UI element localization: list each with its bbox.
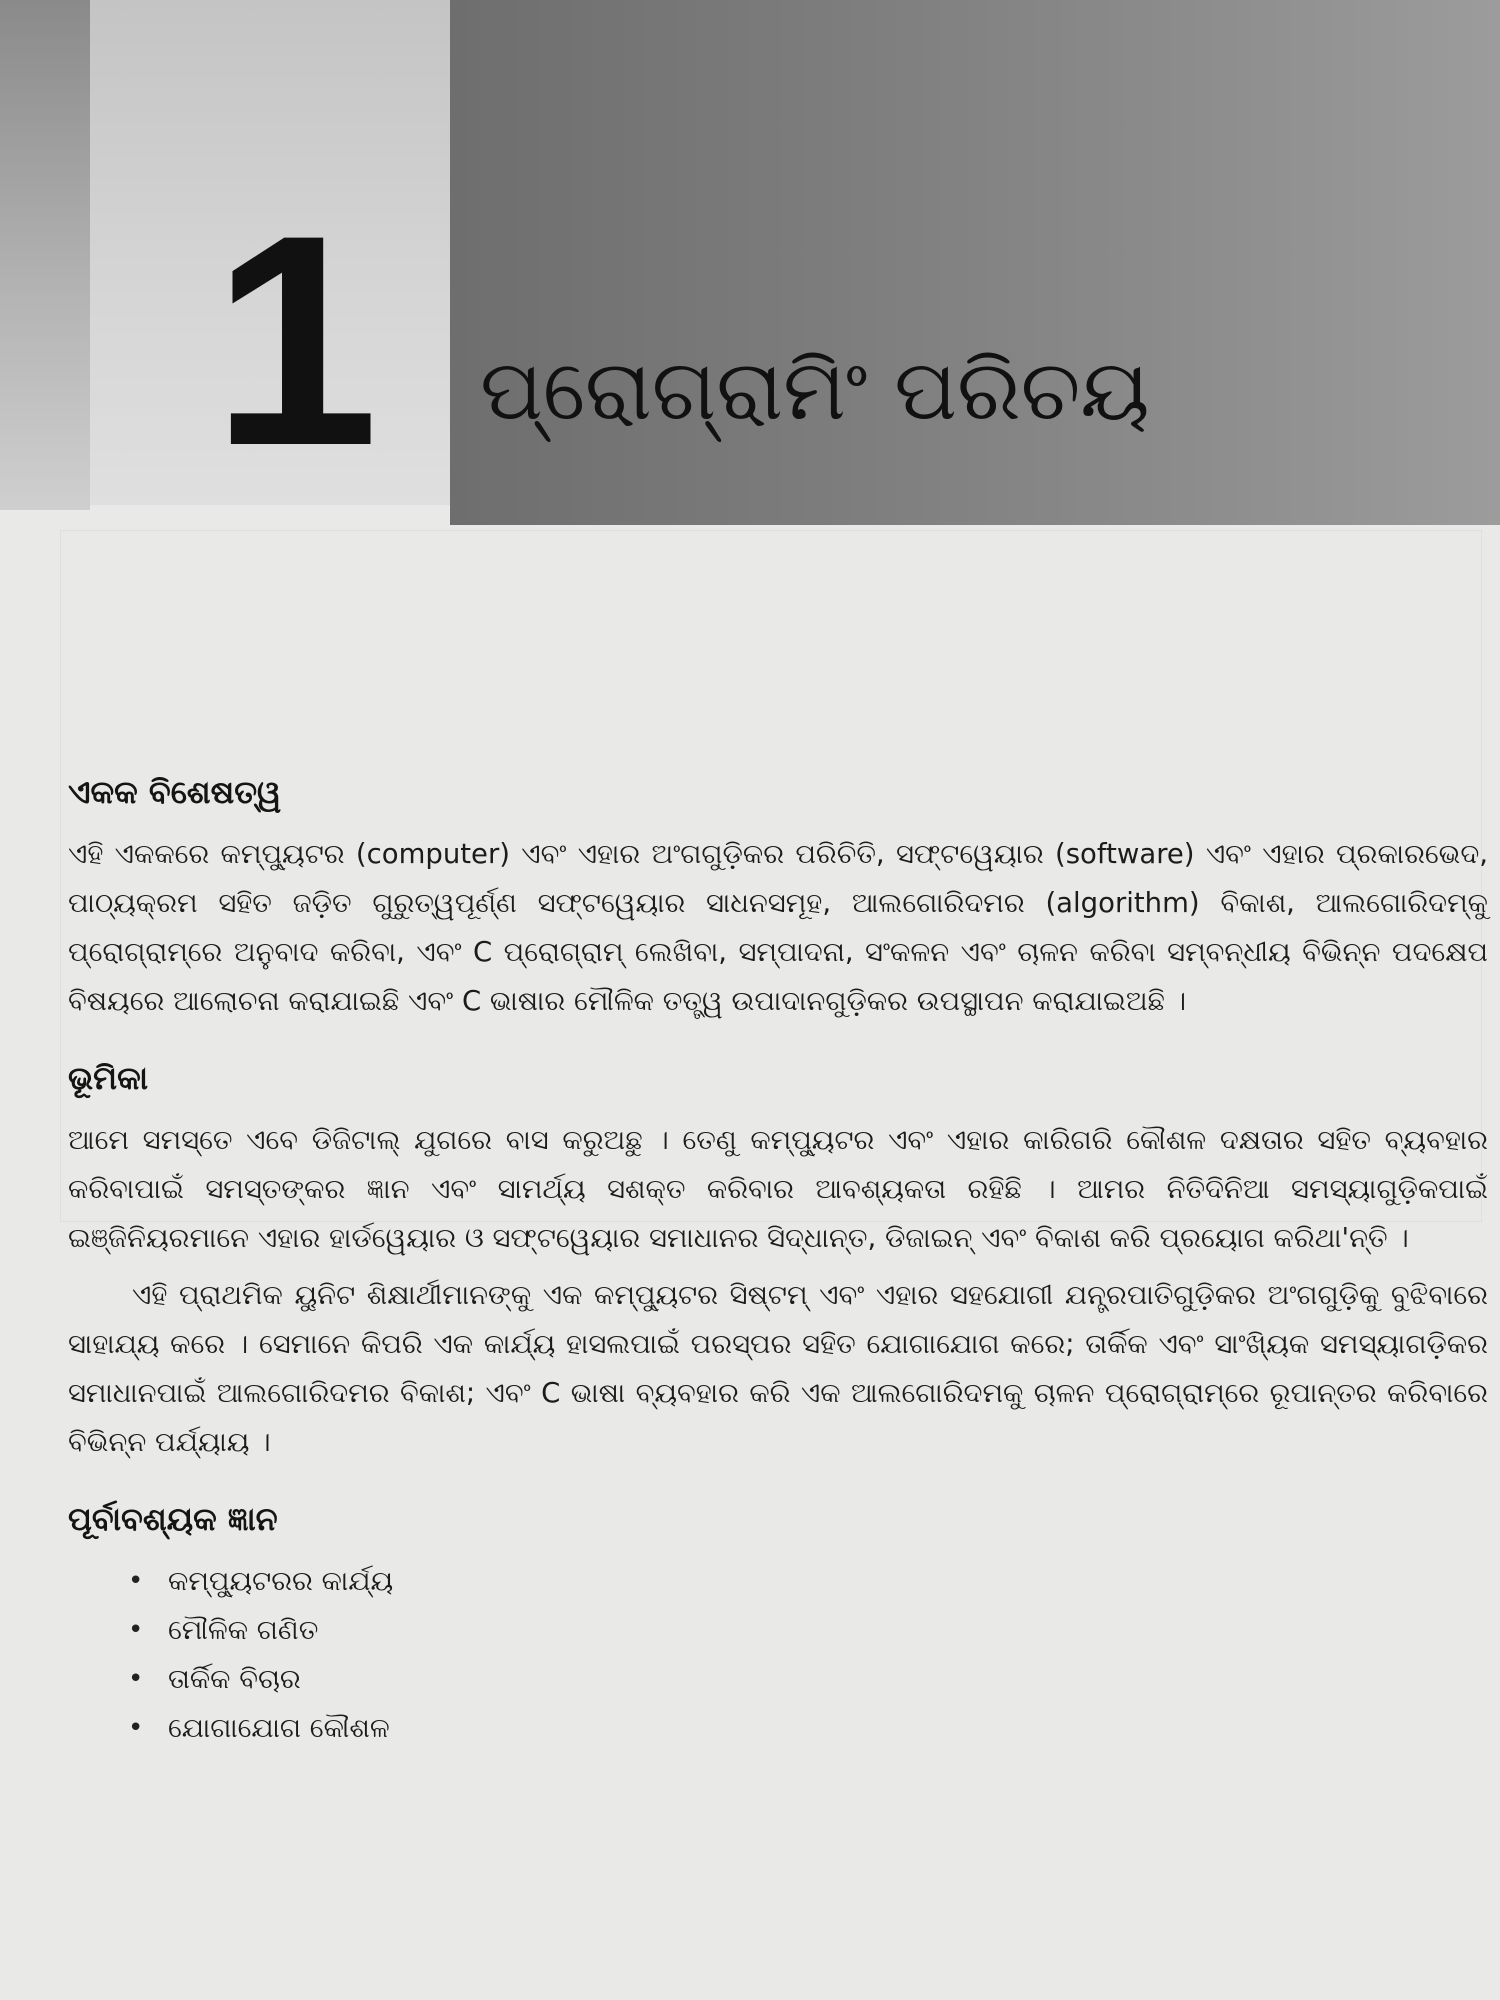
introduction-section [68, 1056, 1488, 1467]
chapter-title: ପ୍ରୋଗ୍ରାମିଂ ପରିଚୟ [480, 341, 1150, 439]
list-item: • କମ୍ପ୍ୟୁଟରର କାର୍ଯ୍ୟ [128, 1557, 1488, 1606]
introduction-heading: ଭୂମିକା [68, 1059, 149, 1097]
list-item: • ଯୋଗାଯୋଗ କୌଶଳ [128, 1704, 1488, 1753]
chapter-banner [0, 0, 1500, 530]
banner-title-panel [450, 0, 1500, 525]
introduction-paragraph-2: ଏହି ପ୍ରାଥମିକ ୟୁନିଟ ଶିକ୍ଷାର୍ଥୀମାନଙ୍କୁ ଏକ କମ୍ପ୍ୟୁଟର ସିଷ୍ଟମ୍ ଏବଂ ଏହାର ସହଯୋଗୀ ଯନ୍ତ୍ରପାତିଗୁଡ଼ିକର ଅଂଗଗୁଡ଼ିକୁ ବୁଝିବାରେ ସାହାଯ୍ୟ କରେ । ସେମାନେ କିପରି ଏକ କାର୍ଯ୍ୟ ହାସଲପାଇଁ ପରସ୍ପର ସହିତ ଯୋଗାଯୋଗ କରେ; ତାର୍କିକ ଏବଂ ସାଂଖ୍ୟିକ ସମସ୍ୟାଗଡ଼ିକର ସମାଧାନପାଇଁ ଆଲଗୋରିଦମର ବିକାଶ; ଏବଂ C ଭାଷା ବ୍ୟବହାର କରି ଏକ ଆଲଗୋରିଦମକୁ ଚାଳନ ପ୍ରୋଗ୍ରାମ୍‌ରେ ରୂପାନ୍ତର କରିବାରେ ବିଭିନ୍ନ ପର୍ଯ୍ୟାୟ । [68, 1279, 1488, 1458]
list-item: • ମୌଳିକ ଗଣିତ [128, 1606, 1488, 1655]
prerequisites-heading: ପୂର୍ବାବଶ୍ୟକ ଜ୍ଞାନ [68, 1500, 278, 1538]
introduction-paragraph-1: ଆମେ ସମସ୍ତେ ଏବେ ଡିଜିଟାଲ୍ ଯୁଗରେ ବାସ କରୁଅଛୁ । ତେଣୁ କମ୍ପ୍ୟୁଟର ଏବଂ ଏହାର କାରିଗରି କୌଶଳ ଦକ୍ଷତାର ସହିତ ବ୍ୟବହାର କରିବାପାଇଁ ସମସ୍ତଙ୍କର ଜ୍ଞାନ ଏବଂ ସାମର୍ଥ୍ୟ ସଶକ୍ତ କରିବାର ଆବଶ୍ୟକତା ରହିଛି । ଆମର ନିତିଦିନିଆ ସମସ୍ୟାଗୁଡ଼ିକପାଇଁ ଇଞ୍ଜିନିୟରମାନେ ଏହାର ହାର୍ଡୱେୟାର ଓ ସଫ୍ଟୱେୟାର ସମାଧାନର ସିଦ୍ଧାନ୍ତ, ଡିଜାଇନ୍ ଏବଂ ବିକାଶ କରି ପ୍ରୟୋଗ କରିଥା'ନ୍ତି । [68, 1124, 1488, 1254]
prerequisites-list [68, 1557, 1488, 1753]
unit-features-text: ଏହି ଏକକରେ କମ୍ପ୍ୟୁଟର (computer) ଏବଂ ଏହାର ଅଂଗଗୁଡ଼ିକର ପରିଚିତି, ସଫ୍ଟୱେୟାର (software) ଏବଂ ଏହାର ପ୍ରକାରଭେଦ, ପାଠ୍ୟକ୍ରମ ସହିତ ଜଡ଼ିତ ଗୁରୁତ୍ୱପୂର୍ଣ୍ଣ ସଫ୍ଟୱେୟାର ସାଧନସମୂହ, ଆଲଗୋରିଦମର (algorithm) ବିକାଶ, ଆଲଗୋରିଦମ୍‌କୁ ପ୍ରୋଗ୍ରାମ୍‌ରେ ଅନୁବାଦ କରିବା, ଏବଂ C ପ୍ରୋଗ୍ରାମ୍ ଲେଖିବା, ସମ୍ପାଦନା, ସଂକଳନ ଏବଂ ଚାଳନ କରିବା ସମ୍ବନ୍ଧୀୟ ବିଭିନ୍ନ ପଦକ୍ଷେପ ବିଷୟରେ ଆଲୋଚନା କରାଯାଇଛି ଏବଂ C ଭାଷାର ମୌଳିକ ତତ୍ତ୍ୱ ଉପାଦାନଗୁଡ଼ିକର ଉପସ୍ଥାପନ କରାଯାଇଅଛି । [68, 838, 1488, 1017]
chapter-number: 1 [212, 172, 379, 508]
unit-features-heading: ଏକକ ବିଶେଷତ୍ୱ [68, 773, 282, 811]
page-body [68, 770, 1488, 1783]
prerequisites-section [68, 1497, 1488, 1753]
list-item: • ତାର୍କିକ ବିଚାର [128, 1655, 1488, 1704]
banner-left-strip [0, 0, 90, 510]
unit-features-section [68, 770, 1488, 1026]
